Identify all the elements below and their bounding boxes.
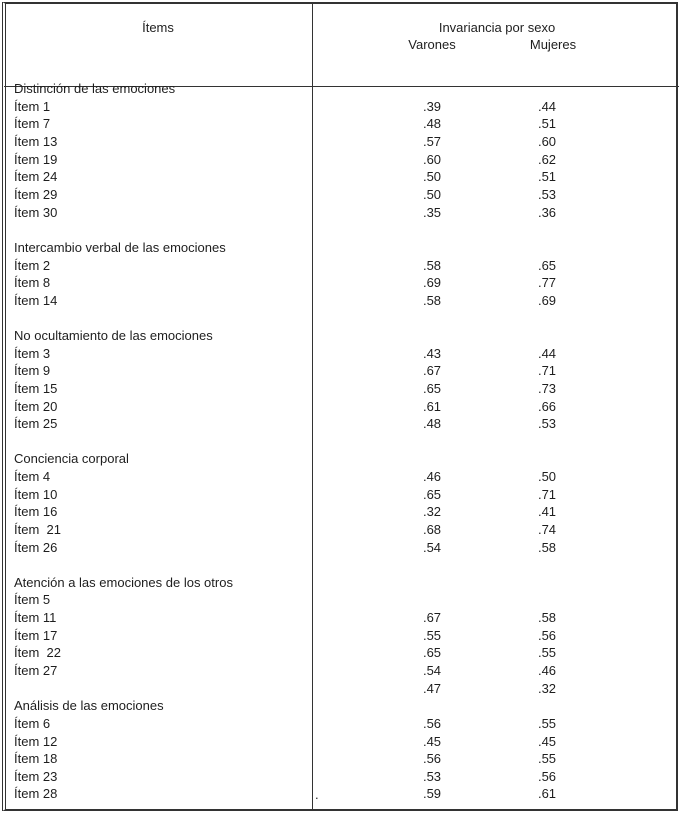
item-label: Ítem 4	[14, 469, 51, 485]
table-row	[0, 785, 681, 803]
item-label: Ítem 2	[14, 257, 51, 273]
varones-value: .53	[422, 768, 442, 784]
table-row	[0, 468, 681, 486]
table-row	[0, 380, 681, 398]
table-row	[0, 715, 681, 733]
item-label: Ítem 6	[14, 715, 51, 731]
varones-value: .57	[422, 134, 442, 150]
mujeres-value: .56	[537, 627, 557, 643]
mujeres-value: .50	[537, 469, 557, 485]
varones-value: .65	[422, 486, 442, 502]
varones-value: .35	[422, 204, 442, 220]
item-label: Ítem 14	[14, 292, 58, 308]
mujeres-value: .55	[537, 715, 557, 731]
table-row	[0, 345, 681, 363]
table-row	[0, 151, 681, 169]
table-row	[0, 115, 681, 133]
mujeres-value: .46	[537, 662, 557, 678]
table-row	[0, 680, 681, 698]
item-label: Ítem 7	[14, 116, 51, 132]
item-label: Ítem 16	[14, 504, 58, 520]
table-row	[0, 186, 681, 204]
item-label: Ítem 5	[14, 592, 51, 608]
table-row	[0, 768, 681, 786]
mujeres-value: .51	[537, 169, 557, 185]
item-label: Ítem 19	[14, 151, 58, 167]
table-row	[0, 591, 681, 609]
section-title: Atención a las emociones de los otros	[14, 574, 233, 590]
varones-value: .54	[422, 662, 442, 678]
item-label: Ítem 29	[14, 186, 58, 202]
varones-value: .61	[422, 398, 442, 414]
table-row	[0, 274, 681, 292]
varones-value: .48	[422, 416, 442, 432]
table-row	[0, 398, 681, 416]
varones-value: .54	[422, 539, 442, 555]
varones-value: .50	[422, 186, 442, 202]
table-row	[0, 257, 681, 275]
section-title: Intercambio verbal de las emociones	[14, 239, 226, 255]
item-label: Ítem 18	[14, 751, 58, 767]
section-heading-row	[0, 327, 681, 345]
table-row	[0, 644, 681, 662]
section-title: Análisis de las emociones	[14, 698, 164, 714]
item-label: Ítem 11	[14, 610, 57, 626]
varones-value: .47	[422, 680, 442, 696]
mujeres-value: .55	[537, 751, 557, 767]
mujeres-value: .69	[537, 292, 557, 308]
varones-value: .60	[422, 151, 442, 167]
table-row	[0, 204, 681, 222]
varones-value: .69	[422, 275, 442, 291]
table-row	[0, 627, 681, 645]
varones-value: .45	[422, 733, 442, 749]
section-heading-row	[0, 697, 681, 715]
item-label: Ítem 30	[14, 204, 58, 220]
section-title: No ocultamiento de las emociones	[14, 328, 213, 344]
varones-value: .50	[422, 169, 442, 185]
mujeres-value: .71	[537, 486, 557, 502]
table-row	[0, 750, 681, 768]
header-varones: Varones	[408, 37, 456, 52]
item-label: Ítem 23	[14, 768, 58, 784]
item-label: Ítem 21	[14, 521, 61, 537]
item-label: Ítem 8	[14, 275, 51, 291]
mujeres-value: .55	[537, 645, 557, 661]
table-row	[0, 503, 681, 521]
stray-mark: .	[315, 787, 319, 802]
table-row	[0, 168, 681, 186]
item-label: Ítem 9	[14, 363, 51, 379]
varones-value: .56	[422, 751, 442, 767]
varones-value: .56	[422, 715, 442, 731]
varones-value: .39	[422, 98, 442, 114]
varones-value: .68	[422, 521, 442, 537]
table-row	[0, 98, 681, 116]
mujeres-value: .58	[537, 610, 557, 626]
table-row	[0, 292, 681, 310]
mujeres-value: .53	[537, 416, 557, 432]
table-row	[0, 133, 681, 151]
mujeres-value: .71	[537, 363, 557, 379]
section-heading-row	[0, 450, 681, 468]
item-label: Ítem 12	[14, 733, 58, 749]
section-title: Conciencia corporal	[14, 451, 129, 467]
mujeres-value: .65	[537, 257, 557, 273]
item-label: Ítem 28	[14, 786, 58, 802]
mujeres-value: .44	[537, 98, 557, 114]
varones-value: .43	[422, 345, 442, 361]
item-label: Ítem 22	[14, 645, 61, 661]
section-heading-row	[0, 574, 681, 592]
item-label: Ítem 13	[14, 134, 58, 150]
item-label: Ítem 15	[14, 380, 58, 396]
mujeres-value: .58	[537, 539, 557, 555]
varones-value: .55	[422, 627, 442, 643]
item-label: Ítem 3	[14, 345, 51, 361]
table-row	[0, 662, 681, 680]
varones-value: .65	[422, 380, 442, 396]
varones-value: .58	[422, 292, 442, 308]
item-label: Ítem 25	[14, 416, 58, 432]
varones-value: .46	[422, 469, 442, 485]
item-label: Ítem 26	[14, 539, 58, 555]
item-label: Ítem 17	[14, 627, 58, 643]
varones-value: .32	[422, 504, 442, 520]
mujeres-value: .77	[537, 275, 557, 291]
mujeres-value: .36	[537, 204, 557, 220]
varones-value: .65	[422, 645, 442, 661]
mujeres-value: .73	[537, 380, 557, 396]
varones-value: .67	[422, 610, 442, 626]
mujeres-value: .66	[537, 398, 557, 414]
mujeres-value: .45	[537, 733, 557, 749]
mujeres-value: .32	[537, 680, 557, 696]
mujeres-value: .56	[537, 768, 557, 784]
item-label: Ítem 20	[14, 398, 58, 414]
header-mujeres: Mujeres	[529, 37, 577, 52]
item-label: Ítem 1	[14, 98, 51, 114]
varones-value: .59	[422, 786, 442, 802]
header-invariancia: Invariancia por sexo	[438, 20, 556, 35]
item-label: Ítem 27	[14, 662, 58, 678]
table-row	[0, 521, 681, 539]
mujeres-value: .41	[537, 504, 557, 520]
section-title: Distinción de las emociones	[14, 81, 176, 97]
section-heading-row	[0, 239, 681, 257]
varones-value: .67	[422, 363, 442, 379]
section-heading-row	[0, 80, 681, 98]
varones-value: .48	[422, 116, 442, 132]
mujeres-value: .61	[537, 786, 557, 802]
table-row	[0, 415, 681, 433]
table-row	[0, 486, 681, 504]
item-label: Ítem 10	[14, 486, 58, 502]
mujeres-value: .44	[537, 345, 557, 361]
table-row	[0, 362, 681, 380]
mujeres-value: .74	[537, 521, 557, 537]
mujeres-value: .60	[537, 134, 557, 150]
table-row	[0, 539, 681, 557]
table-row	[0, 733, 681, 751]
mujeres-value: .53	[537, 186, 557, 202]
header-items: Ítems	[142, 20, 174, 35]
table-row	[0, 609, 681, 627]
item-label: Ítem 24	[14, 169, 58, 185]
mujeres-value: .62	[537, 151, 557, 167]
varones-value: .58	[422, 257, 442, 273]
mujeres-value: .51	[537, 116, 557, 132]
